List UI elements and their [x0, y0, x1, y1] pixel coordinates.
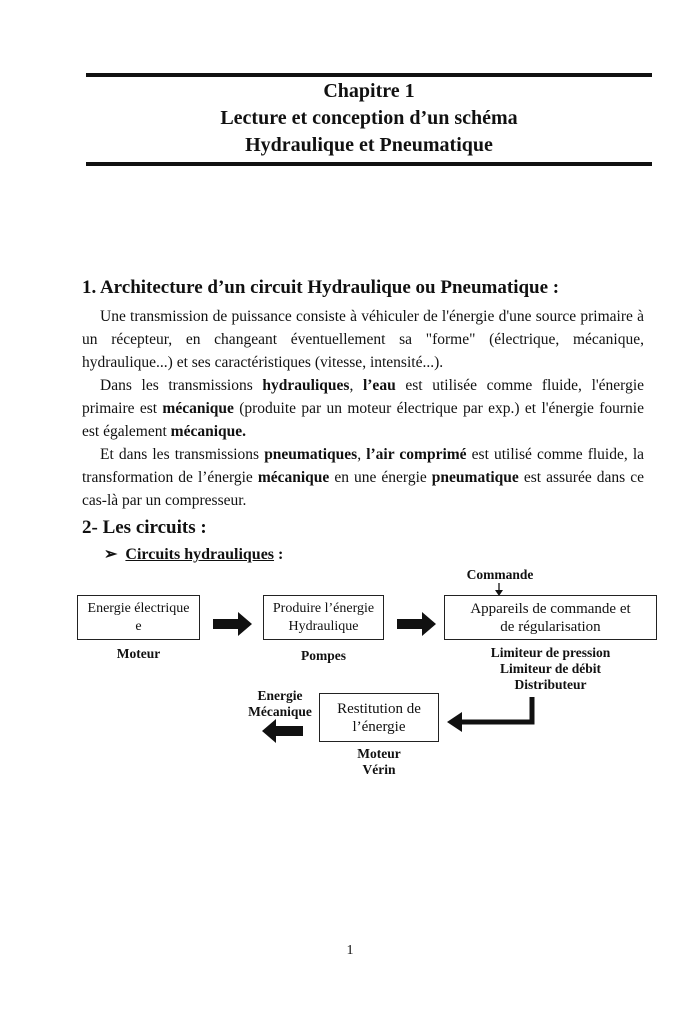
- p2-text-c: ,: [349, 377, 363, 394]
- p3-bold-mecanique: mécanique: [257, 469, 330, 486]
- label-energie: Energie: [257, 688, 303, 703]
- return-arrow-icon: [447, 697, 532, 732]
- p3-bold-air-comprime: l’air comprimé: [366, 446, 467, 463]
- p3-bold-pneumatiques: pneumatiques: [264, 446, 358, 463]
- label-mecanique: Mécanique: [248, 704, 312, 719]
- subheading-suffix: :: [274, 546, 284, 563]
- box1-text: Energie électrique: [87, 600, 190, 616]
- box2-line1: Produire l’énergie: [272, 600, 375, 616]
- section-1-title: 1. Architecture d’un circuit Hydraulique ou Pneumatique :: [82, 277, 560, 298]
- label-pompes: Pompes: [301, 648, 346, 663]
- label-distributeur: Distributeur: [514, 677, 587, 692]
- box-produire-energie: [263, 595, 384, 640]
- p3-bold-pneumatique: pneumatique: [431, 469, 519, 486]
- box-restitution-energie: [319, 693, 439, 742]
- p3-text-e: est utilisé comme fluide, la transformation de l’énergie: [82, 446, 645, 486]
- label-commande: Commande: [466, 567, 534, 582]
- box4-line1: Restitution de: [337, 700, 421, 717]
- p3-text-c: ,: [357, 446, 367, 463]
- label-limiteur-pression: Limiteur de pression: [490, 645, 611, 660]
- arrow-right-icon-2: [397, 612, 436, 636]
- box-appareils-commande: [444, 595, 657, 640]
- section-2-title: 2- Les circuits :: [82, 517, 207, 538]
- chapter-title-line2: Hydraulique et Pneumatique: [245, 134, 493, 156]
- label-limiteur-debit: Limiteur de débit: [500, 661, 601, 676]
- page-number: 1: [346, 943, 354, 958]
- arrow-left-icon: [262, 719, 303, 743]
- subheading-text: Circuits hydrauliques: [125, 546, 275, 563]
- label-verin: Vérin: [362, 762, 396, 777]
- chapter-number: Chapitre 1: [323, 80, 415, 102]
- p2-bold-eau: l’eau: [362, 377, 396, 394]
- paragraph-1: Une transmission de puissance consiste à véhiculer de l'énergie d'une source primaire à un récepteur, en changeant éventuellement sa "forme" (électrique, mécanique, hydraulique...) et ses caractéristiques (vitesse, intensité...).: [82, 308, 644, 371]
- p2-bold-mecanique-2: mécanique.: [170, 423, 246, 440]
- box-energie-electrique: [77, 595, 200, 640]
- box2-line2: Hydraulique: [288, 618, 359, 634]
- p2-bold-mecanique: mécanique: [162, 400, 234, 417]
- arrow-right-icon-1: [213, 612, 252, 636]
- box3-line1: Appareils de commande et: [470, 600, 631, 617]
- label-moteur-2: Moteur: [357, 746, 401, 761]
- p2-bold-hydrauliques: hydrauliques: [262, 377, 350, 394]
- arrow-bullet-icon: ➢: [104, 546, 118, 563]
- label-moteur: Moteur: [116, 646, 161, 661]
- p3-text-i: est assurée dans ce cas-là par un compresseur.: [82, 469, 644, 509]
- p2-text-e: est utilisée comme fluide, l'énergie primaire est: [82, 377, 645, 417]
- chapter-title-line1: Lecture et conception d’un schéma: [220, 107, 518, 129]
- box1-text-tail: e: [135, 618, 142, 634]
- p3-text-g: en une énergie: [329, 469, 432, 486]
- p3-text-a: Et dans les transmissions: [100, 446, 265, 463]
- box4-line2: l’énergie: [352, 718, 406, 735]
- p2-text-g: (produite par un moteur électrique par exp.) et l'énergie fournie est également: [82, 400, 644, 440]
- box3-line2: de régularisation: [500, 618, 601, 635]
- p2-text-a: Dans les transmissions: [100, 377, 263, 394]
